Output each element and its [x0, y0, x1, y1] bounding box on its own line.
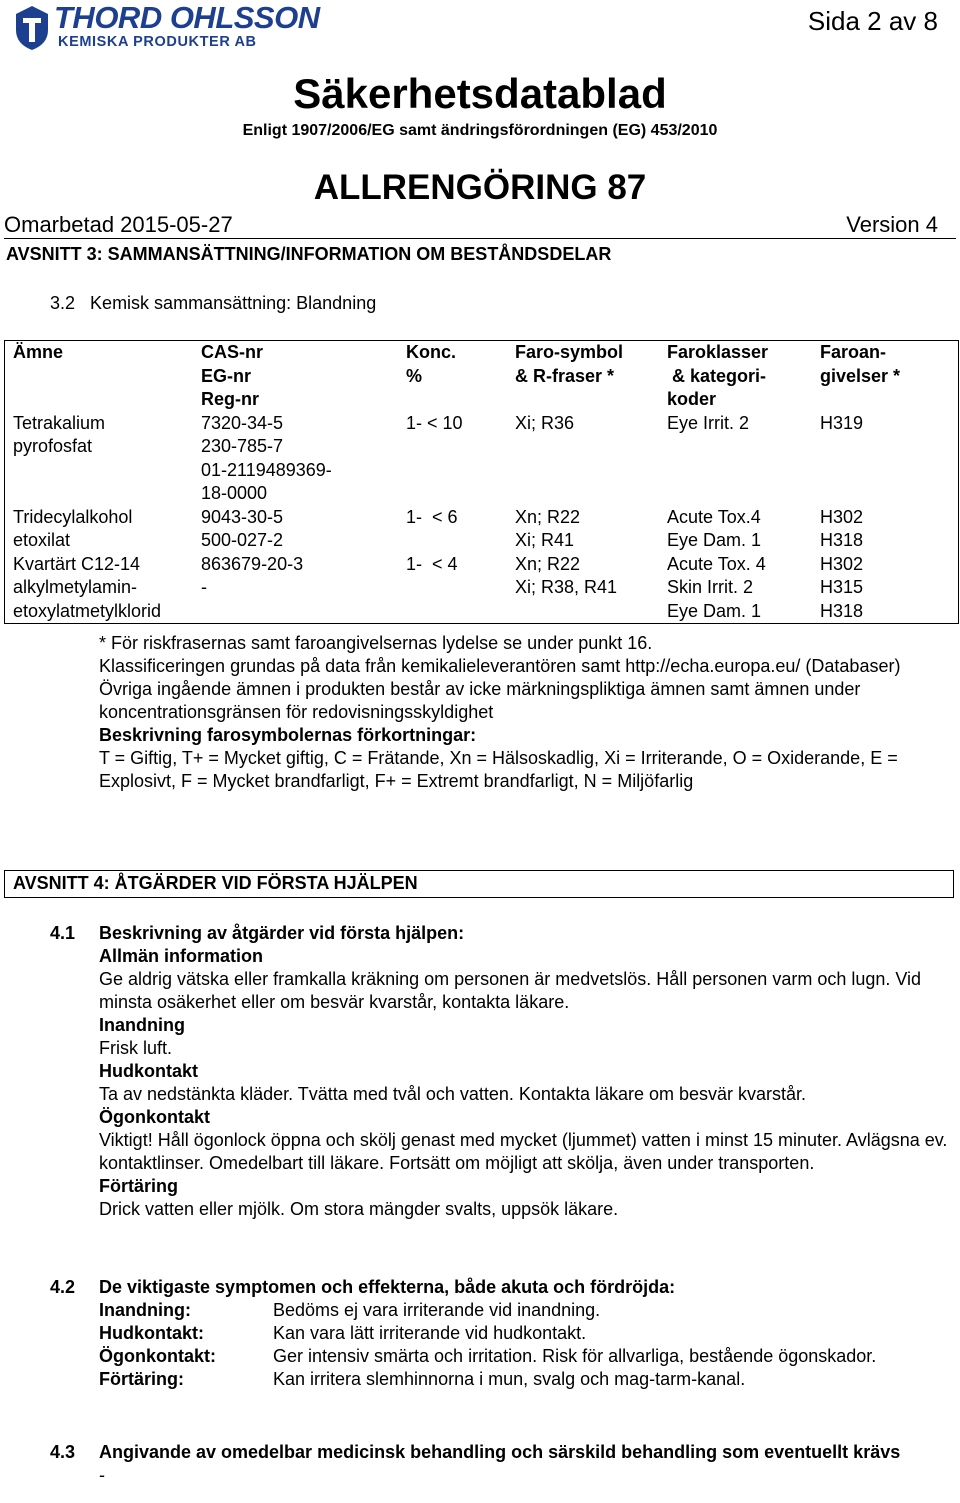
table-cell: Tridecylalkohol etoxilat [13, 506, 133, 550]
subsection-title: Angivande av omedelbar medicinsk behandling och särskild behandling som eventuellt krävs [99, 1442, 901, 1462]
symptom-effect: Bedöms ej vara irriterande vid inandning. [273, 1300, 601, 1320]
symptom-route: Förtäring: [99, 1369, 184, 1389]
subsection-title: Beskrivning av åtgärder vid första hjälpen: [99, 923, 465, 943]
general-info-heading: Allmän information [99, 946, 264, 966]
symptom-item [99, 1322, 949, 1345]
ingestion-heading: Förtäring [99, 1176, 178, 1196]
symptom-item [99, 1368, 949, 1391]
composition-notes [99, 632, 949, 793]
skin-contact-text: Ta av nedstänkta kläder. Tvätta med tvål och vatten. Kontakta läkare om besvär kvarstår. [99, 1084, 807, 1104]
symptom-effect: Ger intensiv smärta och irritation. Risk för allvarliga, bestående ögonskador. [273, 1346, 877, 1366]
table-row [5, 553, 959, 624]
page-indicator: Sida 2 av 8 [807, 6, 938, 36]
table-row [5, 412, 959, 506]
treatment-text: - [99, 1465, 105, 1485]
section-3-heading: AVSNITT 3: SAMMANSÄTTNING/INFORMATION OM BESTÅNDSDELAR [6, 244, 612, 264]
section-4-heading: AVSNITT 4: ÅTGÄRDER VID FÖRSTA HJÄLPEN [4, 870, 954, 898]
table-cell: 1- < 4 [406, 553, 458, 574]
revision-date: Omarbetad 2015-05-27 [4, 212, 233, 237]
composition-table [4, 340, 959, 624]
table-cell: 1- < 6 [406, 506, 458, 527]
header-cell: Konc. % [406, 342, 457, 386]
header-cell: Faroan- givelser * [820, 342, 901, 386]
table-cell: 9043-30-5 500-027-2 [201, 506, 284, 550]
product-name: ALLRENGÖRING 87 [313, 168, 647, 207]
subsection-4-1 [50, 922, 950, 1252]
table-cell: 7320-34-5 230-785-7 01-2119489369- 18-0000 [201, 412, 332, 503]
subsection-title: De viktigaste symptomen och effekterna, både akuta och fördröjda: [99, 1277, 676, 1297]
subsection-number: 4.2 [50, 1277, 76, 1297]
header-cell: CAS-nr EG-nr Reg-nr [201, 342, 263, 409]
general-info-text: Ge aldrig vätska eller framkalla kräkning om personen är medvetslös. Håll personen varm och lugn. Vid minsta osäkerhet eller om besvär kvarstår, kontakta läkare. [99, 969, 922, 1012]
symptom-route: Hudkontakt: [99, 1323, 204, 1343]
table-cell: H302 H315 H318 [820, 553, 864, 621]
company-logo [14, 2, 344, 52]
revision-row [4, 212, 956, 239]
note-classification: Klassificeringen grundas på data från kemikalieleverantören samt http://echa.europa.eu/ (Databaser) [99, 656, 901, 676]
subsection-number: 3.2 [50, 293, 76, 313]
subsection-4-2 [50, 1276, 950, 1416]
symptom-effect: Kan irritera slemhinnorna i mun, svalg och mag-tarm-kanal. [273, 1369, 746, 1389]
header-cell: Ämne [13, 342, 64, 362]
symptom-effect: Kan vara lätt irriterande vid hudkontakt. [273, 1323, 587, 1343]
table-row [5, 506, 959, 553]
header-cell: Faro-symbol & R-fraser * [515, 342, 624, 386]
ingestion-text: Drick vatten eller mjölk. Om stora mängder svalts, uppsök läkare. [99, 1199, 619, 1219]
table-header-row [5, 341, 959, 412]
symptom-item [99, 1299, 949, 1322]
logo-tagline: KEMISKA PRODUKTER AB [58, 34, 257, 50]
logo-emblem-icon [14, 4, 50, 52]
table-cell: Xn; R22 Xi; R38, R41 [515, 553, 618, 597]
table-cell: Acute Tox. 4 Skin Irrit. 2 Eye Dam. 1 [667, 553, 766, 621]
document-title: Säkerhetsdatablad [293, 70, 667, 117]
table-cell: Tetrakalium pyrofosfat [13, 412, 106, 456]
skin-contact-heading: Hudkontakt [99, 1061, 198, 1081]
abbreviations-heading: Beskrivning farosymbolernas förkortningar: [99, 725, 477, 745]
table-cell: Xi; R36 [515, 412, 575, 433]
inhalation-heading: Inandning [99, 1015, 185, 1035]
subsection-number: 4.3 [50, 1442, 76, 1462]
table-cell: H302 H318 [820, 506, 864, 550]
subsection-3-2 [50, 292, 376, 315]
document-subtitle: Enligt 1907/2006/EG samt ändringsförordningen (EG) 453/2010 [242, 122, 718, 139]
table-cell: 1- < 10 [406, 412, 463, 433]
subsection-4-3 [50, 1441, 950, 1501]
subsection-value: Blandning [296, 293, 377, 313]
table-cell: 863679-20-3 - [201, 553, 304, 597]
logo-name: THORD OHLSSON [54, 0, 320, 35]
table-cell: Xn; R22 Xi; R41 [515, 506, 581, 550]
inhalation-text: Frisk luft. [99, 1038, 173, 1058]
symptom-route: Inandning: [99, 1300, 191, 1320]
eye-contact-text: Viktigt! Håll ögonlock öppna och skölj genast med mycket (ljummet) vatten i minst 15 minuter. Avlägsna ev. kontaktlinser. Omedelbart till läkare. Fortsätt om möjligt att skölja, även under transporten. [99, 1130, 948, 1173]
symptom-item [99, 1345, 949, 1368]
subsection-number: 4.1 [50, 923, 76, 943]
note-other-substances: Övriga ingående ämnen i produkten består av icke märkningspliktiga ämnen samt ämnen under koncentrationsgränsen för redovisningsskyldighet [99, 679, 861, 722]
table-cell: H319 [820, 412, 864, 433]
table-cell: Acute Tox.4 Eye Dam. 1 [667, 506, 762, 550]
symptom-route: Ögonkontakt: [99, 1346, 216, 1366]
header-cell: Faroklasser & kategori- koder [667, 342, 769, 409]
abbreviations-text: T = Giftig, T+ = Mycket giftig, C = Frätande, Xn = Hälsoskadlig, Xi = Irriterande, O = Oxiderande, E = Explosivt, F = Mycket brandfarligt, F+ = Extremt brandfarligt, N = Miljöfarlig [99, 748, 898, 791]
eye-contact-heading: Ögonkontakt [99, 1107, 210, 1127]
table-cell: Kvartärt C12-14 alkylmetylamin- etoxylatmetylklorid [13, 553, 162, 621]
table-cell: Eye Irrit. 2 [667, 412, 750, 433]
subsection-label: Kemisk sammansättning: [90, 293, 292, 313]
note-r-phrases: * För riskfrasernas samt faroangivelsernas lydelse se under punkt 16. [99, 633, 653, 653]
version-label: Version 4 [846, 212, 938, 237]
